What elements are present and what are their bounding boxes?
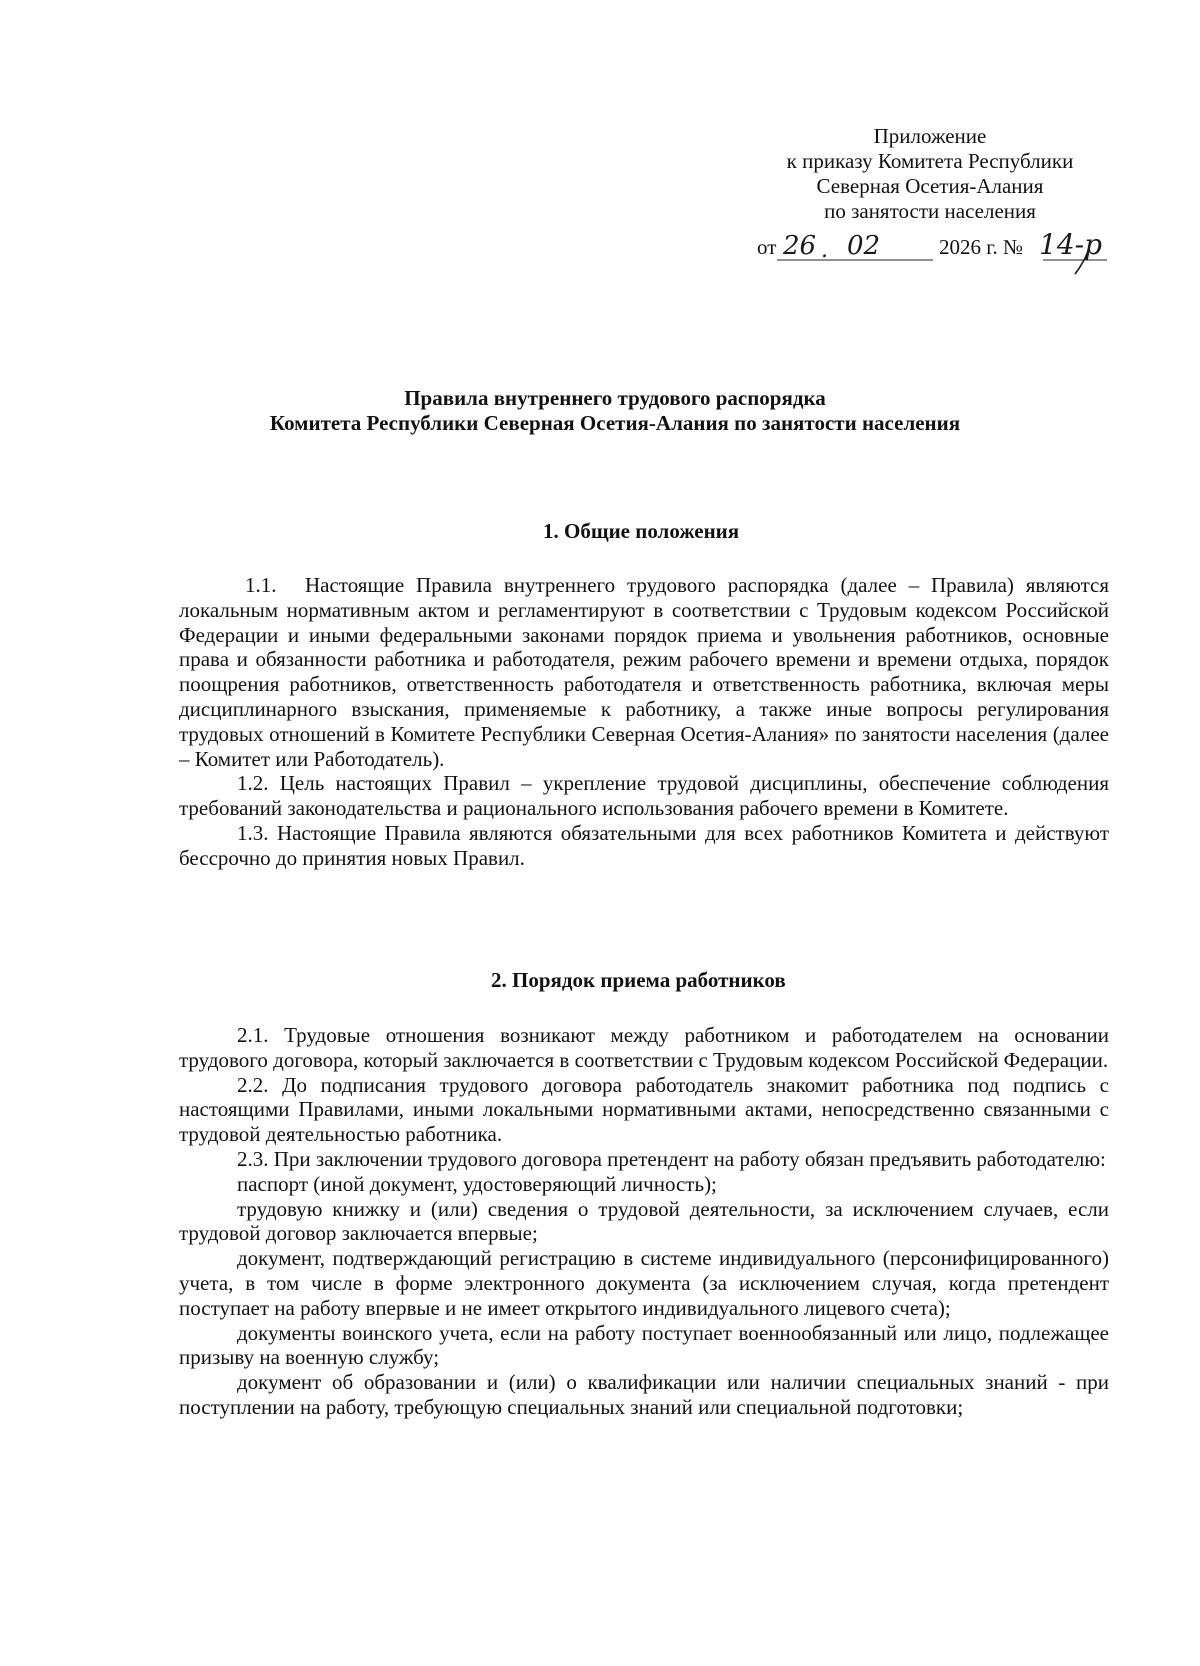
section-2-body (179, 1023, 1109, 1420)
paragraph-2-1: 2.1. Трудовые отношения возникают между работником и работодателем на основании трудового договора, который заключается в соответствии с Трудовым кодексом Российской Федерации. (179, 1023, 1109, 1072)
document-title (200, 386, 1030, 436)
order-day: 26 (783, 231, 817, 261)
order-year-text: 2026 г. № (939, 235, 1024, 259)
list-item-military: документы воинского учета, если на работу поступает военнообязанный или лицо, подлежащее призыву на военную службу; (179, 1320, 1109, 1370)
paragraph-1-2: 1.2. Цель настоящих Правил – укрепление трудовой дисциплины, обеспечение соблюдения требований законодательства и рационального использования рабочего времени в Комитете. (179, 771, 1109, 821)
title-line-2: Комитета Республики Северная Осетия-Алания по занятости населения (269, 411, 961, 435)
order-number: 14-р (1039, 228, 1103, 261)
section-2-heading: 2. Порядок приема работников (491, 968, 786, 992)
list-item-education: документ об образовании и (или) о квалификации или наличии специальных знаний - при поступлении на работу, требующую специальных знаний или специальной подготовки; (179, 1370, 1109, 1419)
title-line-1: Правила внутреннего трудового распорядка (404, 386, 826, 410)
appendix-label: Приложение (873, 124, 987, 148)
order-month: 02 (847, 231, 881, 261)
order-date-number (757, 227, 1117, 277)
paragraph-2-2: 2.2. До подписания трудового договора работодатель знакомит работника под подпись с настоящими Правилами, иными локальными нормативными актами, непосредственно связанными с трудовой деятельностью работника. (179, 1072, 1109, 1147)
paragraph-1-1-text: Настоящие Правила внутреннего трудового распорядка (далее – Правила) являются локальным нормативным актом и регламентируют в соответствии с Трудовым кодексом Российской Федерации и иными федеральными законами порядок приема и увольнения работников, основные права и обязанности работника и работодателя, режим рабочего времени и времени отдыха, порядок поощрения работников, ответственность работодателя и ответственность работника, включая меры дисциплинарного взыскания, применяемые к работнику, а также иные вопросы регулирования трудовых отношений в Комитете Республики Северная Осетия-Алания» по занятости населения (далее – Комитет или Работодатель). (179, 573, 1109, 771)
appendix-region: Северная Осетия-Алания (816, 174, 1044, 198)
svg-text:.: . (821, 238, 828, 263)
section-1-body (179, 573, 1109, 871)
list-item-work-book: трудовую книжку и (или) сведения о трудовой деятельности, за исключением случаев, если трудовой договор заключается впервые; (179, 1196, 1109, 1246)
paragraph-2-3: 2.3. При заключении трудового договора претендент на работу обязан предъявить работодателю: (237, 1146, 1106, 1171)
paragraph-1-1-number: 1.1. (245, 573, 277, 597)
section-1-heading: 1. Общие положения (543, 519, 740, 543)
order-handwriting (757, 227, 1117, 277)
appendix-order-ref: к приказу Комитета Республики (786, 149, 1074, 173)
list-item-passport: паспорт (иной документ, удостоверяющий личность); (237, 1171, 717, 1196)
order-prefix: от (757, 235, 777, 259)
appendix-header (720, 124, 1140, 224)
appendix-department: по занятости населения (824, 199, 1036, 223)
list-item-registration: документ, подтверждающий регистрацию в системе индивидуального (персонифицированного) учета, в том числе в форме электронного документа (за исключением случая, когда претендент поступает на работу впервые и не имеет открытого индивидуального лицевого счета); (179, 1246, 1109, 1320)
paragraph-1-1 (179, 573, 1109, 771)
paragraph-1-3: 1.3. Настоящие Правила являются обязательными для всех работников Комитета и действуют бессрочно до принятия новых Правил. (179, 820, 1109, 870)
